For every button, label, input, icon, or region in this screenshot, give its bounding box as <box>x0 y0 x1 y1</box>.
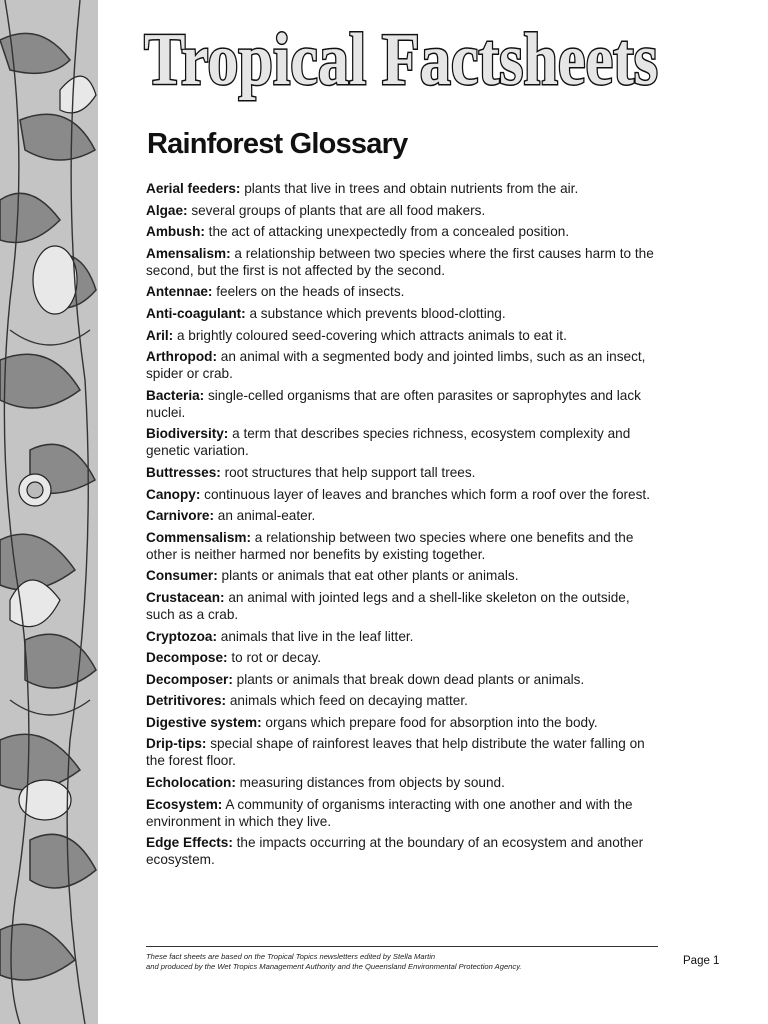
glossary-entry <box>146 283 662 300</box>
glossary-term: Algae: <box>146 202 188 218</box>
glossary-definition: organs which prepare food for absorption into the body. <box>261 714 598 730</box>
glossary-entry <box>146 774 662 791</box>
footer-line-1: These fact sheets are based on the Tropical Topics newsletters edited by Stella Martin <box>146 952 436 961</box>
page-number: Page 1 <box>683 955 720 967</box>
glossary-list <box>146 180 662 873</box>
glossary-entry <box>146 649 662 666</box>
glossary-entry <box>146 464 662 481</box>
glossary-term: Cryptozoa: <box>146 628 217 644</box>
glossary-definition: measuring distances from objects by sound. <box>235 775 505 791</box>
glossary-entry <box>146 567 662 584</box>
glossary-term: Bacteria: <box>146 387 205 403</box>
glossary-entry <box>146 714 662 731</box>
glossary-definition: to rot or decay. <box>227 650 322 666</box>
glossary-entry <box>146 796 662 830</box>
glossary-entry <box>146 589 662 623</box>
glossary-entry <box>146 202 662 219</box>
glossary-entry <box>146 507 662 524</box>
glossary-term: Aerial feeders: <box>146 181 241 196</box>
glossary-definition: A community of organisms interacting with one another and with the environment in which they live. <box>146 796 633 829</box>
glossary-term: Ambush: <box>146 224 205 240</box>
glossary-term: Arthropod: <box>146 349 217 365</box>
glossary-term: Detritivores: <box>146 693 227 709</box>
glossary-definition: the act of attacking unexpectedly from a concealed position. <box>204 224 570 240</box>
glossary-term: Buttresses: <box>146 464 221 480</box>
glossary-definition: plants that live in trees and obtain nutrients from the air. <box>240 181 579 196</box>
glossary-definition: special shape of rainforest leaves that help distribute the water falling on the forest floor. <box>146 736 645 769</box>
glossary-term: Canopy: <box>146 486 201 502</box>
glossary-entry <box>146 834 662 868</box>
rainforest-border-illustration <box>0 0 98 1024</box>
glossary-term: Aril: <box>146 327 174 343</box>
glossary-term: Consumer: <box>146 568 218 584</box>
glossary-entry <box>146 387 662 421</box>
glossary-definition: a relationship between two species where the first causes harm to the second, but the first is not affected by the second. <box>146 245 654 278</box>
glossary-term: Echolocation: <box>146 775 236 791</box>
glossary-entry <box>146 628 662 645</box>
glossary-term: Drip-tips: <box>146 736 207 752</box>
glossary-term: Decomposer: <box>146 671 233 687</box>
glossary-definition: a substance which prevents blood-clotting. <box>245 305 506 321</box>
glossary-definition: the impacts occurring at the boundary of an ecosystem and another ecosystem. <box>146 835 644 868</box>
glossary-term: Digestive system: <box>146 714 262 730</box>
glossary-term: Decompose: <box>146 650 228 666</box>
glossary-definition: an animal with jointed legs and a shell-like skeleton on the outside, such as a crab. <box>146 589 630 622</box>
glossary-definition: root structures that help support tall trees. <box>220 464 476 480</box>
glossary-definition: an animal with a segmented body and jointed limbs, such as an insect, spider or crab. <box>146 349 646 382</box>
glossary-entry <box>146 305 662 322</box>
glossary-term: Amensalism: <box>146 245 231 261</box>
glossary-entry <box>146 425 662 459</box>
glossary-definition: several groups of plants that are all food makers. <box>187 202 486 218</box>
glossary-term: Biodiversity: <box>146 426 229 442</box>
glossary-definition: an animal-eater. <box>214 508 316 524</box>
glossary-entry <box>146 245 662 279</box>
glossary-definition: animals which feed on decaying matter. <box>226 693 468 709</box>
glossary-entry <box>146 692 662 709</box>
footer-note <box>146 952 646 972</box>
glossary-definition: a relationship between two species where one benefits and the other is neither harmed nor benefits by existing together. <box>146 529 634 562</box>
glossary-term: Carnivore: <box>146 508 214 524</box>
glossary-definition: a term that describes species richness, ecosystem complexity and genetic variation. <box>146 426 631 459</box>
header-banner-text: Tropical Factsheets <box>144 19 658 101</box>
glossary-definition: animals that live in the leaf litter. <box>217 628 414 644</box>
footer-line-2: and produced by the Wet Tropics Management Authority and the Queensland Environmental Protection Agency. <box>146 962 522 971</box>
glossary-entry <box>146 735 662 769</box>
glossary-definition: a brightly coloured seed-covering which attracts animals to eat it. <box>173 327 567 343</box>
glossary-term: Antennae: <box>146 284 213 300</box>
page-title: Rainforest Glossary <box>147 128 408 160</box>
glossary-entry <box>146 180 662 197</box>
glossary-entry <box>146 327 662 344</box>
glossary-entry <box>146 529 662 563</box>
glossary-definition: single-celled organisms that are often parasites or saprophytes and lack nuclei. <box>146 387 641 420</box>
glossary-entry <box>146 486 662 503</box>
header-banner <box>138 8 664 104</box>
glossary-entry <box>146 348 662 382</box>
glossary-term: Edge Effects: <box>146 835 233 851</box>
glossary-term: Ecosystem: <box>146 796 223 812</box>
glossary-definition: plants or animals that eat other plants or animals. <box>217 568 519 584</box>
footer-divider <box>146 946 658 947</box>
glossary-definition: plants or animals that break down dead plants or animals. <box>232 671 585 687</box>
glossary-term: Crustacean: <box>146 589 225 605</box>
glossary-definition: continuous layer of leaves and branches which form a roof over the forest. <box>200 486 650 502</box>
glossary-definition: feelers on the heads of insects. <box>212 284 405 300</box>
glossary-term: Anti-coagulant: <box>146 305 246 321</box>
glossary-entry <box>146 671 662 688</box>
glossary-entry <box>146 223 662 240</box>
glossary-term: Commensalism: <box>146 529 252 545</box>
